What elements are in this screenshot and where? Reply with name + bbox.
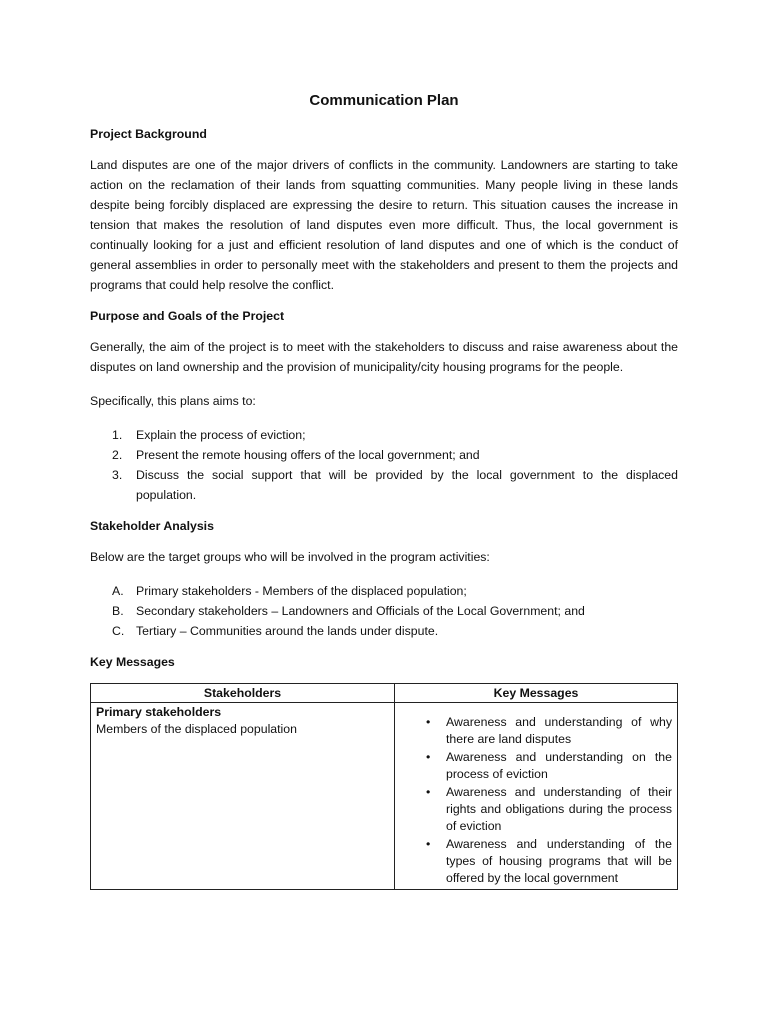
list-item — [90, 601, 678, 621]
bullet-icon: • — [426, 715, 431, 729]
bullet-icon: • — [426, 785, 431, 799]
list-marker: C. — [112, 624, 125, 638]
purpose-paragraph: Generally, the aim of the project is to meet with the stakeholders to discuss and raise awareness about the disputes on land ownership and the provision of municipality/city housing programs for the people. — [90, 340, 678, 374]
list-item-text: Tertiary – Communities around the lands under dispute. — [136, 624, 439, 638]
message-text: Awareness and understanding of why there are land disputes — [446, 715, 672, 746]
list-item — [90, 465, 678, 505]
section-heading-background: Project Background — [90, 127, 207, 141]
list-item-text: Primary stakeholders - Members of the displaced population; — [136, 584, 467, 598]
list-item — [90, 445, 678, 465]
section-heading-stakeholder: Stakeholder Analysis — [90, 519, 214, 533]
section-heading-purpose: Purpose and Goals of the Project — [90, 309, 285, 323]
list-marker: 2. — [112, 448, 123, 462]
list-marker: 3. — [112, 468, 123, 482]
bullet-icon: • — [426, 837, 431, 851]
bullet-icon: • — [426, 750, 431, 764]
stakeholder-group-desc: Members of the displaced population — [96, 722, 297, 736]
list-item-text: Secondary stakeholders – Landowners and Officials of the Local Government; and — [136, 604, 585, 618]
list-item-text: Present the remote housing offers of the local government; and — [136, 448, 480, 462]
list-item — [90, 581, 678, 601]
column-header-key-messages: Key Messages — [395, 684, 678, 703]
list-item — [400, 714, 672, 748]
list-item — [400, 784, 672, 835]
table-header-row — [91, 684, 678, 703]
list-item — [90, 425, 678, 445]
column-header-stakeholders: Stakeholders — [91, 684, 395, 703]
list-item — [90, 621, 678, 641]
list-marker: A. — [112, 584, 124, 598]
list-marker: 1. — [112, 428, 123, 442]
list-item — [400, 836, 672, 887]
message-text: Awareness and understanding of their rights and obligations during the process of eviction — [446, 785, 672, 833]
list-item-text: Discuss the social support that will be provided by the local government to the displaced population. — [136, 468, 678, 502]
list-marker: B. — [112, 604, 124, 618]
messages-cell — [395, 703, 678, 890]
background-paragraph: Land disputes are one of the major drivers of conflicts in the community. Landowners are starting to take action on the reclamation of their lands from squatting communities. Many people living in these lands despite being forcibly displaced are expressing the desire to return. This situation causes the increase in tension that makes the resolution of land disputes even more difficult. Thus, the local government is continually looking for a just and efficient resolution of land disputes and one of which is the conduct of general assemblies in order to personally meet with the stakeholders and present to them the projects and programs that could help resolve the conflict. — [90, 158, 678, 292]
message-text: Awareness and understanding on the process of eviction — [446, 750, 672, 781]
message-text: Awareness and understanding of the types of housing programs that will be offered by the local government — [446, 837, 672, 885]
purpose-intro: Specifically, this plans aims to: — [90, 394, 256, 408]
stakeholder-intro: Below are the target groups who will be involved in the program activities: — [90, 550, 490, 564]
list-item — [400, 749, 672, 783]
section-heading-key-messages: Key Messages — [90, 655, 175, 669]
document-title: Communication Plan — [309, 92, 459, 109]
stakeholder-list — [90, 581, 678, 641]
stakeholder-cell — [91, 703, 395, 890]
key-messages-table — [90, 683, 678, 890]
list-item-text: Explain the process of eviction; — [136, 428, 306, 442]
stakeholder-group-title: Primary stakeholders — [96, 705, 222, 719]
table-row — [91, 703, 678, 890]
aims-list — [90, 425, 678, 505]
key-messages-list — [400, 714, 672, 887]
